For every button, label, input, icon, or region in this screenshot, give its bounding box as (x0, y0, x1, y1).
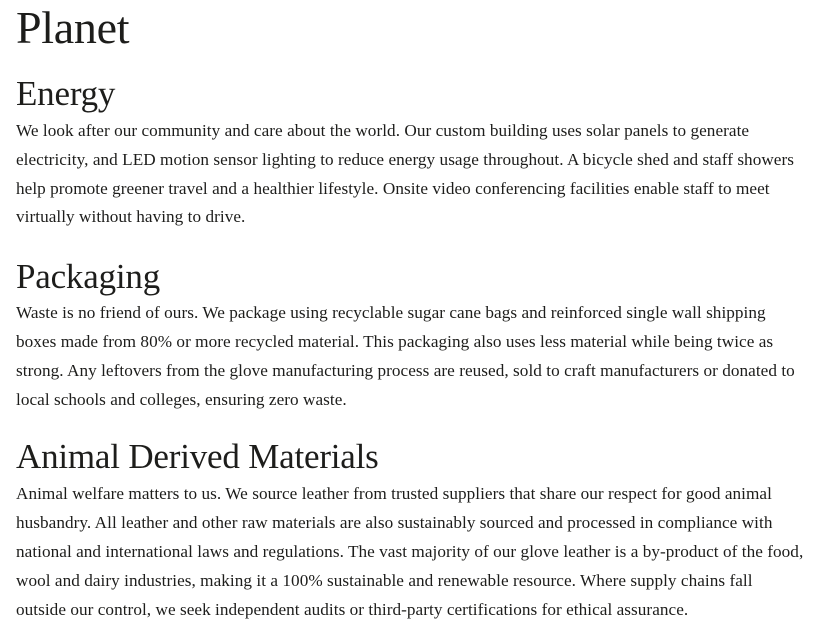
section-body-animal-derived-materials: Animal welfare matters to us. We source leather from trusted suppliers that share our respect for good animal husbandry. All leather and other raw materials are also sustainably sourced and processed in compliance with national and international laws and regulations. The vast majority of our glove leather is a by-product of the food, wool and dairy industries, making it a 100% sustainable and renewable resource. Where supply chains fall outside our control, we seek independent audits or third-party certifications for ethical assurance. (16, 484, 804, 619)
section-heading-packaging: Packaging (16, 257, 160, 297)
section-packaging (16, 257, 806, 414)
section-body-packaging: Waste is no friend of ours. We package using recyclable sugar cane bags and reinforced single wall shipping boxes made from 80% or more recycled material. This packaging also uses less material while being twice as strong. Any leftovers from the glove manufacturing process are reused, sold to craft manufacturers or donated to local schools and colleges, ensuring zero waste. (16, 303, 795, 409)
section-heading-animal-derived-materials: Animal Derived Materials (16, 437, 379, 477)
page-title: Planet (16, 2, 130, 53)
section-body-energy: We look after our community and care about the world. Our custom building uses solar panels to generate electricity, and LED motion sensor lighting to reduce energy usage throughout. A bicycle shed and staff showers help promote greener travel and a healthier lifestyle. Onsite video conferencing facilities enable staff to meet virtually without having to drive. (16, 121, 795, 227)
section-heading-energy: Energy (16, 74, 116, 113)
section-animal-derived-materials (16, 437, 806, 624)
section-energy (16, 74, 806, 232)
